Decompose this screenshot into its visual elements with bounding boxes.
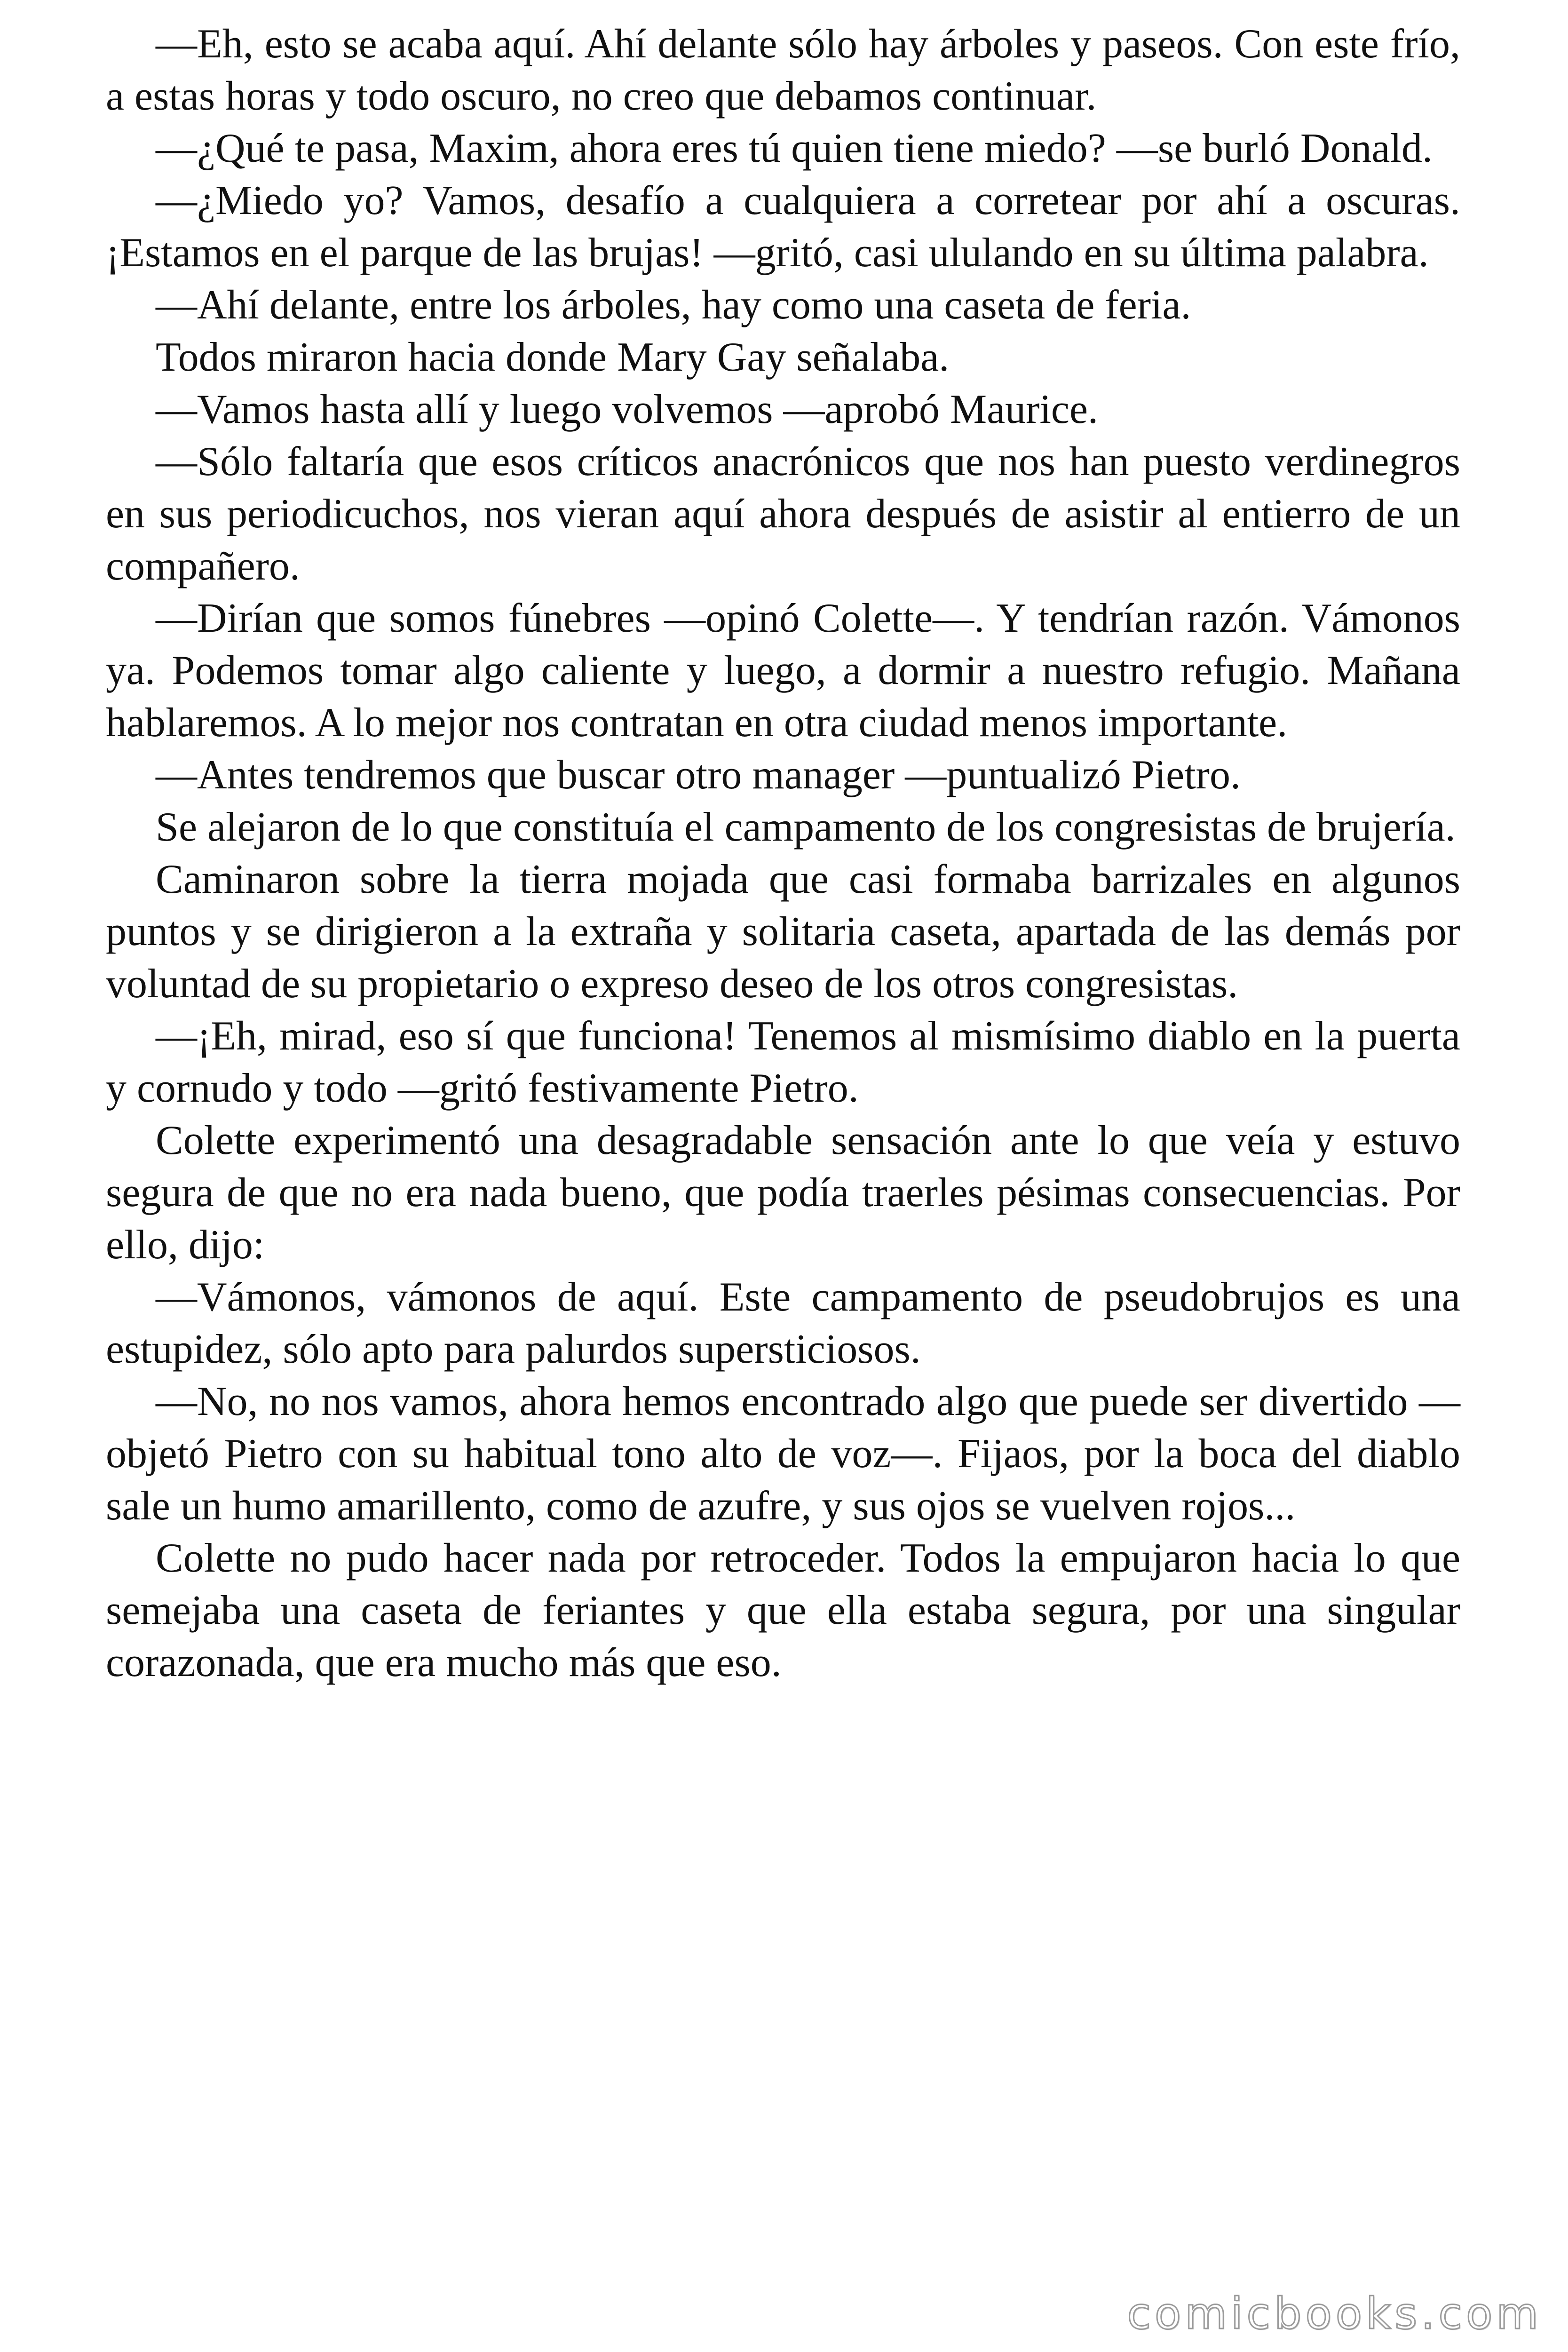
paragraph: —Vamos hasta allí y luego volvemos —aprobó Maurice. — [156, 387, 1099, 432]
paragraph: Se alejaron de lo que constituía el campamento de los congresistas de brujería. — [156, 804, 1456, 850]
paragraph: —¿Qué te pasa, Maxim, ahora eres tú quien tiene miedo? —se burló Donald. — [156, 126, 1433, 171]
body-text — [106, 18, 1460, 1689]
paragraph: —Sólo faltaría que esos críticos anacrónicos que nos han puesto verdinegros en sus periodicuchos, nos vieran aquí ahora después de asistir al entierro de un compañero. — [106, 439, 1460, 589]
paragraph: Colette no pudo hacer nada por retroceder. Todos la empujaron hacia lo que semejaba una caseta de feriantes y que ella estaba segura, por una singular corazonada, que era mucho más que eso. — [106, 1535, 1460, 1685]
paragraph: —¿Miedo yo? Vamos, desafío a cualquiera a corretear por ahí a oscuras. ¡Estamos en el parque de las brujas! —gritó, casi ululando en su última palabra. — [106, 178, 1460, 276]
paragraph: —No, no nos vamos, ahora hemos encontrado algo que puede ser divertido —objetó Pietro con su habitual tono alto de voz—. Fijaos, por la boca del diablo sale un humo amarillento, como de azufre, y sus ojos se vuelven rojos... — [106, 1379, 1460, 1529]
paragraph: Colette experimentó una desagradable sensación ante lo que veía y estuvo segura de que no era nada bueno, que podía traerles pésimas consecuencias. Por ello, dijo: — [106, 1118, 1460, 1268]
paragraph: —Antes tendremos que buscar otro manager —puntualizó Pietro. — [156, 752, 1241, 798]
paragraph: Caminaron sobre la tierra mojada que casi formaba barrizales en algunos puntos y se dirigieron a la extraña y solitaria caseta, apartada de las demás por voluntad de su propietario o expreso deseo de los otros congresistas. — [106, 857, 1460, 1007]
watermark: comicbooks.com — [1127, 2288, 1542, 2339]
paragraph: Todos miraron hacia donde Mary Gay señalaba. — [156, 334, 950, 380]
paragraph: —Dirían que somos fúnebres —opinó Colette—. Y tendrían razón. Vámonos ya. Podemos tomar algo caliente y luego, a dormir a nuestro refugio. Mañana hablaremos. A lo mejor nos contratan en otra ciudad menos importante. — [106, 596, 1460, 746]
paragraph: —Ahí delante, entre los árboles, hay como una caseta de feria. — [156, 282, 1191, 328]
paragraph: —Vámonos, vámonos de aquí. Este campamento de pseudobrujos es una estupidez, sólo apto para palurdos supersticiosos. — [106, 1274, 1460, 1372]
paragraph: —¡Eh, mirad, eso sí que funciona! Tenemos al mismísimo diablo en la puerta y cornudo y todo —gritó festivamente Pietro. — [106, 1013, 1460, 1111]
paragraph: —Eh, esto se acaba aquí. Ahí delante sólo hay árboles y paseos. Con este frío, a estas horas y todo oscuro, no creo que debamos continuar. — [106, 21, 1460, 119]
